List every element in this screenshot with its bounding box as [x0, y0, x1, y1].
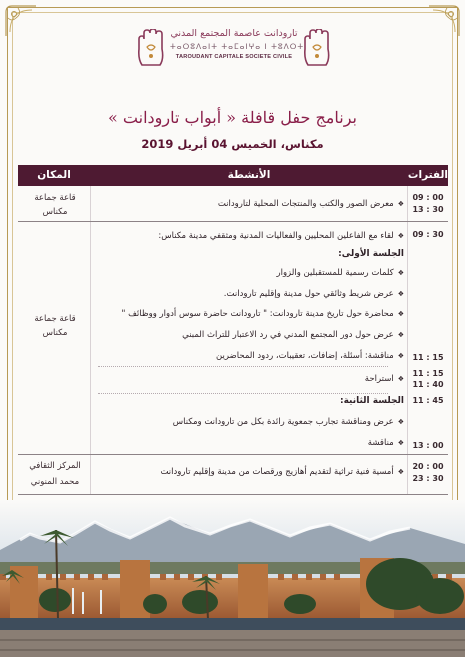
bullet-icon: ❖ [397, 232, 404, 240]
corner-ornament-icon [4, 4, 38, 38]
session1-item: ❖كلمات رسمية للمستقبلين والزوار [276, 268, 404, 278]
taroudant-ramparts-photo [0, 500, 465, 657]
bullet-icon: ❖ [397, 269, 404, 277]
org-name-arabic: تارودانت عاصمة المجتمع المدني [170, 28, 298, 39]
session1-item: ❖عرض شريط وثائقي حول مدينة وإقليم تارودانت. [223, 289, 404, 299]
bullet-icon: ❖ [397, 468, 404, 476]
session1-item: ❖عرض حول دور المجتمع المدني في رد الاعتبار للتراث المبني [182, 330, 404, 340]
bullet-icon: ❖ [397, 439, 404, 447]
row3-activity: ❖أمسية فنية تراثية لتقديم أهازيج ورقصات من مدينة وإقليم تارودانت [160, 467, 404, 477]
org-name-tifinagh: ⵜⴰⵔⵓⴷⴰⵏⵜ ⵜⴰⵎⴰⵏⵖⴰ ⵏ ⵜⵓⴷⵔⵜ [170, 42, 305, 51]
row2-time-d: 11 : 45 [412, 396, 444, 405]
row2-time-b: 11 : 15 [412, 353, 444, 362]
session1-item: ❖محاضرة حول تاريخ مدينة تارودانت: " تارودانت حاضرة سوس أدوار ووظائف " [121, 309, 404, 319]
page-subtitle: مكناس، الخميس 04 أبريل 2019 [141, 137, 324, 151]
header-periods: الفترات [407, 169, 448, 181]
column-divider [407, 186, 408, 495]
session1-item: ❖استراحة [364, 374, 404, 384]
column-divider [90, 186, 91, 495]
dotted-separator [98, 393, 388, 394]
dotted-separator [98, 366, 388, 367]
row1-activity: ❖معرض الصور والكتب والمنتجات المحلية لتارودانت [217, 199, 404, 209]
row1-time-end: 13 : 30 [412, 205, 444, 214]
row1-time-start: 09 : 00 [412, 193, 444, 202]
session2-item: ❖عرض ومناقشة تجارب جمعوية رائدة بكل من تارودانت ومكناس [172, 417, 404, 427]
bullet-icon: ❖ [397, 352, 404, 360]
row2-place: قاعة جماعة مكناس [34, 314, 76, 338]
table-header [18, 165, 448, 186]
session2-item: ❖مناقشة [367, 438, 404, 448]
bullet-icon: ❖ [397, 375, 404, 383]
session1-item: ❖مناقشة: أسئلة، إضافات، تعقيبات، ردود المحاضرين [216, 351, 404, 361]
session2-title: الجلسة الثانية: [339, 396, 404, 406]
header-activities: الأنشطة [227, 169, 271, 181]
bullet-icon: ❖ [397, 200, 404, 208]
org-name-french: TAROUDANT CAPITALE SOCIETE CIVILE [175, 54, 293, 60]
row3-place-line1: المركز الثقافي [29, 461, 81, 471]
program-table [18, 165, 448, 495]
row2-time-c1: 11 : 15 [412, 369, 444, 378]
organization-logo [136, 26, 332, 78]
row2-intro: ❖لقاء مع الفاعلين المحليين والفعاليات المدنية ومثقفي مدينة مكناس: [158, 231, 404, 241]
row3-time-end: 23 : 30 [412, 474, 444, 483]
bullet-icon: ❖ [397, 331, 404, 339]
page-title: برنامج حفل قافلة « أبواب تارودانت » [108, 108, 357, 127]
row-divider [18, 454, 448, 455]
session1-title: الجلسة الأولى: [338, 249, 404, 259]
bullet-icon: ❖ [397, 310, 404, 318]
row2-time-e: 13 : 00 [412, 441, 444, 450]
row3-time-start: 20 : 00 [412, 462, 444, 471]
corner-ornament-icon [427, 4, 461, 38]
khamsa-hand-icon [136, 29, 166, 67]
row2-time-c2: 11 : 40 [412, 380, 444, 389]
row1-place: قاعة جماعة مكناس [34, 193, 76, 217]
row3-place-line2: محمد المنوني [30, 477, 80, 487]
row-divider [18, 494, 448, 495]
row2-time-a: 09 : 30 [412, 230, 444, 239]
khamsa-hand-icon [302, 29, 332, 67]
row-divider [18, 221, 448, 222]
bullet-icon: ❖ [397, 290, 404, 298]
header-place: المكان [37, 169, 71, 181]
bullet-icon: ❖ [397, 418, 404, 426]
